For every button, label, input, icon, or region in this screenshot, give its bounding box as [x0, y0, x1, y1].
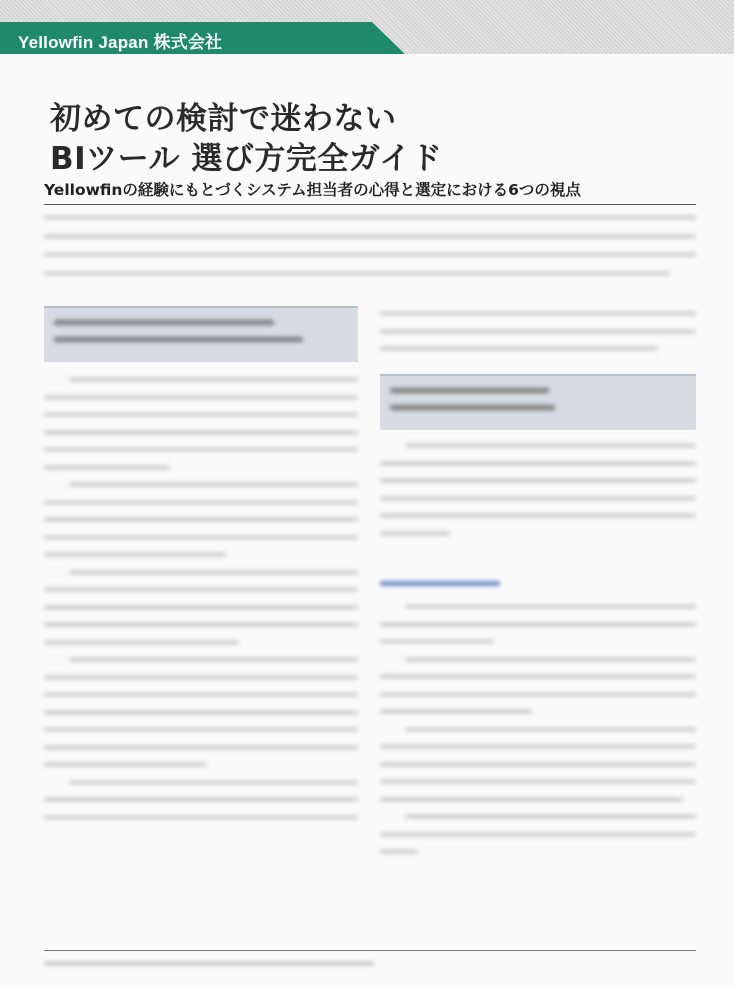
document-title-line-2: BIツール 選び方完全ガイド	[50, 141, 443, 177]
title-divider	[44, 204, 696, 205]
document-title-line-1: 初めての検討で迷わない	[50, 101, 397, 137]
footer-divider	[44, 950, 696, 951]
section-heading-box-left	[44, 306, 358, 362]
document-subtitle: Yellowfinの経験にもとづくシステム担当者の心得と選定における6つの視点	[44, 181, 581, 199]
numbered-heading-architecture	[380, 581, 500, 586]
intro-paragraph	[44, 216, 696, 290]
right-column-text-top	[380, 312, 696, 365]
right-column-text-architecture	[380, 605, 696, 868]
company-name: Yellowfin Japan 株式会社	[18, 33, 223, 52]
left-column-text	[44, 378, 358, 833]
right-column-text-body	[380, 444, 696, 549]
section-heading-box-right	[380, 374, 696, 430]
footer-note	[44, 962, 374, 965]
